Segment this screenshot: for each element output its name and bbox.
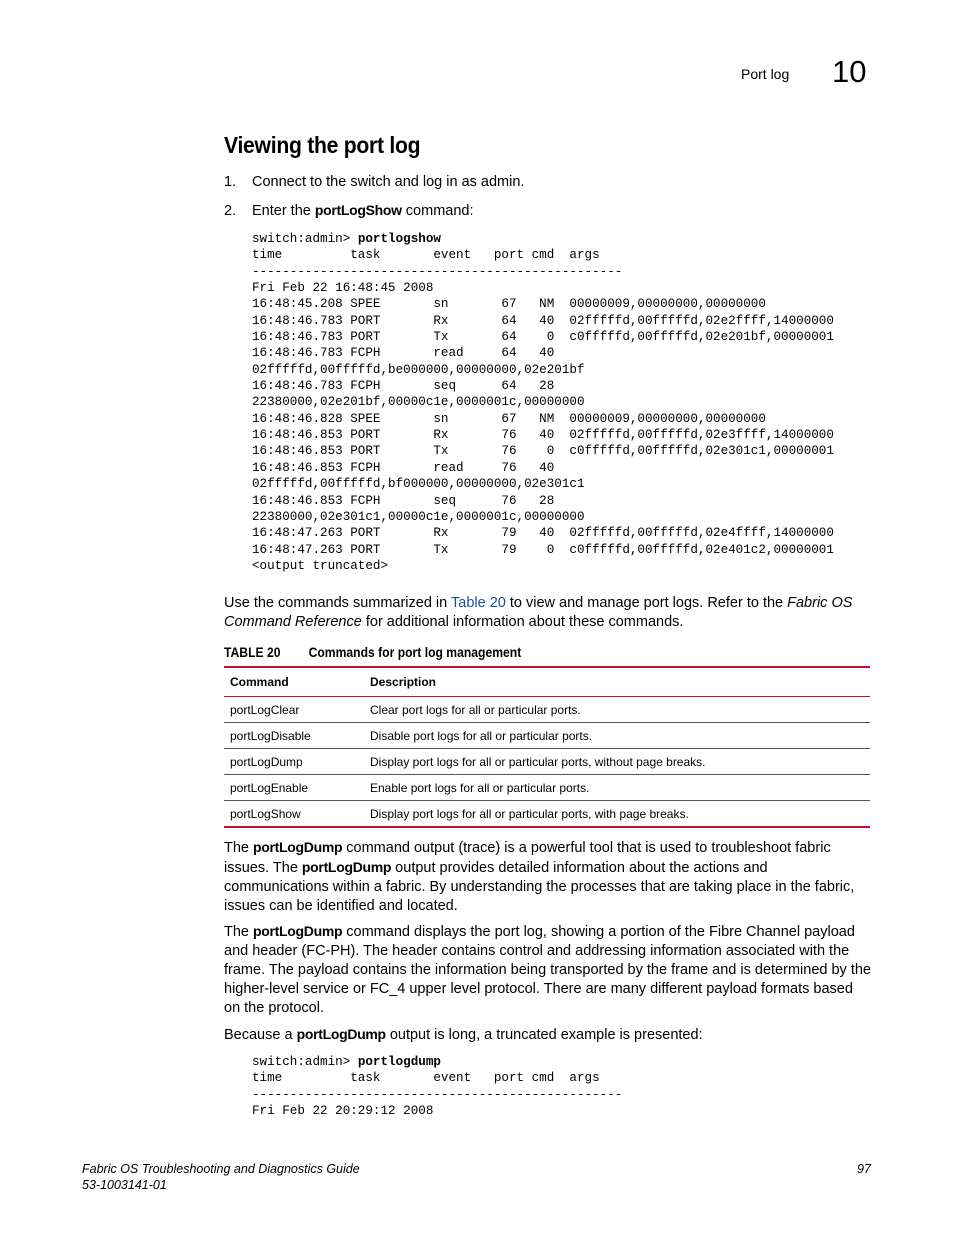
code-block-portlogshow (252, 231, 834, 574)
step-text: Connect to the switch and log in as admin. (252, 174, 525, 190)
code-output: time task event port cmd args ------------------------------------------------- Fri Feb 22 16:48:45 2008 16:48:45.208 SPEE sn 67 NM 00000009,00000000,00000000 16:48:46.783 PORT Rx 64 40 02fffffd,00fffffd,02e2ffff,14000000 16:48:46.783 PORT Tx 64 0 c0fffffd,00fffffd,02e201bf,00000001 16:48:46.783 FCPH read 64 40 02fffffd,00fffffd,be000000,00000000,02e201bf 16:48:46.783 FCPH seq 64 28 22380000,02e201bf,00000c1e,0000001c,00000000 16:48:46.828 SPEE sn 67 NM 00000009,00000000,00000000 16:48:46.853 PORT Rx 76 40 02fffffd,00fffffd,02e3ffff,14000000 16:48:46.853 PORT Tx 76 0 c0fffffd,00fffffd,02e301c1,00000001 16:48:46.853 FCPH read 76 40 02fffffd,00fffffd,bf000000,00000000,02e301c1 16:48:46.853 FCPH seq 76 28 22380000,02e301c1,00000c1e,0000001c,00000000 16:48:47.263 PORT Rx 79 40 02fffffd,00fffffd,02e4ffff,14000000 16:48:47.263 PORT Tx 79 0 c0fffffd,00fffffd,02e401c2,00000001 <output truncated> (252, 248, 834, 573)
section-title: Viewing the port log (224, 132, 421, 158)
column-header-description: Description (364, 667, 870, 697)
intro-paragraph: Use the commands summarized in Table 20 to view and manage port logs. Refer to the Fabric OS Command Reference for additional information about these commands. (224, 595, 853, 630)
command-name: portLogDump (253, 839, 343, 855)
footer-doc-id: 53-1003141-01 (82, 1178, 167, 1192)
column-header-command: Command (224, 667, 364, 697)
step-1 (224, 174, 524, 190)
cell-description: Clear port logs for all or particular ports. (364, 697, 870, 723)
step-2 (224, 202, 474, 219)
table-caption (224, 645, 521, 660)
reference-title: Fabric OS Command Reference (224, 595, 853, 630)
code-prompt: switch:admin> (252, 1055, 358, 1069)
paragraph-portlogdump-description: The portLogDump command displays the port log, showing a portion of the Fibre Channel payload and header (FC-PH). The header contains control and addressing information associated with the frame. The payload contains the information being transported by the frame and is determined by the higher-level service or FC_4 upper level protocol. There are many different payload formats based on the protocol. (224, 923, 871, 1016)
cell-description: Display port logs for all or particular ports, without page breaks. (364, 749, 870, 775)
table-row (224, 723, 870, 749)
cell-command: portLogEnable (224, 775, 364, 801)
footer-doc-title: Fabric OS Troubleshooting and Diagnostics Guide (82, 1162, 360, 1176)
table-caption-text: Commands for port log management (308, 645, 522, 660)
table-row (224, 775, 870, 801)
table-row (224, 697, 870, 723)
step-text: command: (401, 203, 474, 219)
step-number: 2. (224, 203, 237, 219)
command-name: portLogDump (253, 923, 343, 939)
command-name: portLogDump (301, 858, 392, 875)
code-command: portlogdump (357, 1055, 441, 1069)
table-row (224, 749, 870, 775)
cell-description: Enable port logs for all or particular ports. (364, 775, 870, 801)
running-header-section: Port log (741, 66, 790, 82)
table-header-row (224, 667, 870, 697)
code-block-portlogdump (252, 1054, 622, 1119)
table-row (224, 801, 870, 828)
table-link[interactable]: Table 20 (451, 595, 506, 611)
paragraph-portlogdump-trace: The portLogDump command output (trace) is a powerful tool that is used to troubleshoot fabric issues. The portLogDump output provides detailed information about the actions and communications within a fabric. By understanding the processes that are taking place in the fabric, issues can be identified and located. (224, 839, 855, 914)
command-name: portLogDump (296, 1026, 386, 1042)
step-text: Enter the (252, 203, 315, 219)
code-output: time task event port cmd args ------------------------------------------------- Fri Feb 22 20:29:12 2008 (252, 1071, 623, 1119)
code-prompt: switch:admin> (252, 232, 358, 246)
step-number: 1. (224, 174, 237, 190)
page-number: 97 (857, 1162, 871, 1176)
cell-command: portLogClear (224, 697, 364, 723)
command-name: portLogShow (314, 202, 402, 218)
table-label: TABLE 20 (224, 645, 281, 660)
commands-table (224, 666, 870, 828)
cell-command: portLogDisable (224, 723, 364, 749)
code-command: portlogshow (357, 232, 441, 246)
cell-description: Display port logs for all or particular ports, with page breaks. (364, 801, 870, 828)
cell-command: portLogDump (224, 749, 364, 775)
chapter-number: 10 (832, 54, 867, 89)
cell-description: Disable port logs for all or particular ports. (364, 723, 870, 749)
cell-command: portLogShow (224, 801, 364, 828)
paragraph-truncated-example: Because a portLogDump output is long, a truncated example is presented: (224, 1026, 703, 1043)
